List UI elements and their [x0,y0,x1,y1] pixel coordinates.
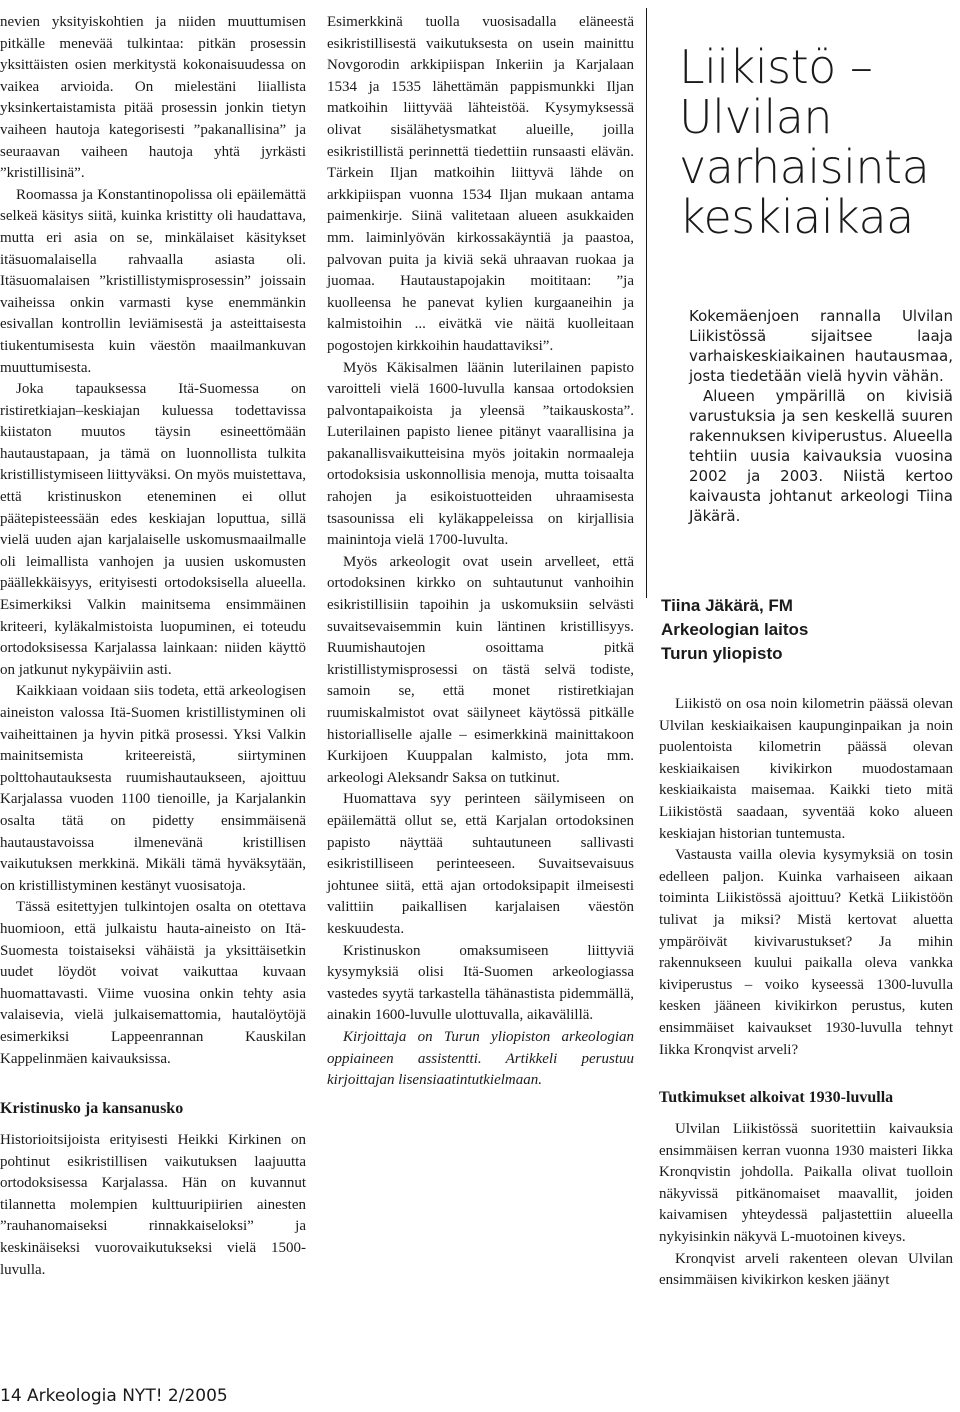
lead-paragraph: Alueen ympärillä on kivisiä varustuksia ja sen keskellä suuren rakennuksen kiviperustus. Alueella tehtiin uusia kaivauksia vuosina 2002 ja 2003. Niistä kertoo kaivausta johtanut arkeologi Tiina Jäkärä. [689,387,953,525]
paragraph: Kaikkiaan voidaan siis todeta, että arkeologisen aineiston valossa Itä-Suomen kristillistyminen oli vaiheittainen ja hyvin pitkä prosessi. Yksi Valkin mainitsemista kriteereistä, siirtyminen polttohautauksesta ruumishautaukseen, ajoittuu Karjalassa vuoden 1100 tienoille, ja Karjalankin osalta tätä on pidetty ensimmäisenä hautaustavoissa ilmenevänä kristillisen vaikutuksen merkkinä. Mikäli tämä hyväksytään, on kristillistyminen kestänyt vuosisatoja. [0,683,306,894]
body-text-left [0,12,306,1070]
author-department: Arkeologian laitos [661,620,809,639]
paragraph: Roomassa ja Konstantinopolissa oli epäilemättä selkeä käsitys siitä, kuinka kristitty oli haudattava, mutta eri asia on se, minkälaiset käsitykset itäsuomalaisella rahvaalla asiasta oli. Itäsuomalaisen ”kristillistymisprosessin” joissain vaiheissa onkin varmasti kyse enemmänkin esivallan kontrollin leviämisestä ja asteittaisesta tiukentumisesta kuin väestön maailmankuvan muuttumisesta. [0,186,306,376]
paragraph: Myös Käkisalmen läänin luterilainen papisto varoitteli vielä 1600-luvulla kansaa ortodoksien palvontapaikoista ja yleensä ”taikauskosta”. Luterilainen papisto lienee pitänyt vaarallisina ja pakanallisvaikutteisina myös joitakin normaaleja ortodoksisia uskonnollisia menoja, mutta toisaalta rahojen ja esikoistuotteiden uhraamisesta tsasounissa eli kyläkappeleissa on kirjallisia mainintoja vielä 1700-luvulta. [327,359,634,549]
page-footer: 14 Arkeologia NYT! 2/2005 [0,1386,228,1406]
article-title [679,42,953,242]
lead-paragraph: Kokemäenjoen rannalla Ulvilan Liikistössä sijaitsee laaja varhaiskeskiaikainen hautausmaa, josta tiedetään vielä hyvin vähän. [689,307,953,385]
column-middle [327,12,634,1092]
paragraph: Huomattava syy perinteen säilymiseen on epäilemättä ollut se, että Karjalan ortodoksinen papisto näyttää suhtautuneen sallivasti esikristilliseen perinteeseen. Suvaitsevaisuus johtunee siitä, että ajan ortodoksipapit ilmeisesti valittiin paikallisen karjalaisen väestön keskuudesta. [327,791,634,937]
title-line: varhaisinta [679,140,930,194]
author-block [661,594,953,666]
paragraph: Esimerkkinä tuolla vuosisadalla eläneestä esikristillisestä vaikutuksesta on usein mainittu Novgorodin arkkipiispan Inkeriin ja Karjalaan 1534 ja 1535 lähettämän pappismunkki Iljan matkoihin liittyvää lähteistöä. Kysymyksessä olivat sisälähetysmatkat alueille, joilla esikristillistä perinnettä tiedettiin runsaasti elävän. Tärkein Iljan matkoihin liittyvä lähde on arkkipiispan vuonna 1534 Iljan mukaan antama paimenkirje. Siinä valitetaan alueen asukkaiden mm. laiminlyövän kirkossakäyntiä ja paastoa, palvovan puita ja kiviä sekä uhraavan ruokaa ja juomaa. Hautaustapojakin moititaan: ”ja kuolleensa he panevat kylien kurgaaneihin ja kalmistoihin ... eivätkä vie näitä kuolleitaan pogostojen kirkkoihin haudattaviksi”. [327,14,634,354]
section-heading-kristinusko: Kristinusko ja kansanusko [0,1100,184,1118]
paragraph: Kronqvist arveli rakenteen olevan Ulvilan ensimmäisen kivikirkon kesken jäänyt [659,1250,953,1289]
author-note: Kirjoittaja on Turun yliopiston arkeologian oppiaineen assistentti. Artikkeli perustuu kirjoittajan lisensiaatintutkielmaan. [327,1028,634,1089]
paragraph: Historioitsijoista erityisesti Heikki Kirkinen on pohtinut esikristillisen vaikutuksen laajuutta ortodoksisessa Karjalassa. Hän on kuvannut tilannetta molempien kulttuuripiirien ainesten ”rauhanomaiseksi rinnakkaiseloksi” ja keskinäiseksi vuorovaikutukseksi vielä 1500-luvulla. [0,1132,306,1278]
article-lead [689,306,953,526]
paragraph: Kristinuskon omaksumiseen liittyviä kysymyksiä olisi Itä-Suomen arkeologiassa vastedes syytä tarkastella tähänastista pidemmällä, ainakin 1600-luvulle ulottuvalla, aikavälillä. [327,942,634,1024]
title-line: Ulvilan [679,90,833,144]
section-heading-tutkimukset: Tutkimukset alkoivat 1930-luvulla [659,1089,894,1107]
paragraph: Tässä esitettyjen tulkintojen osalta on otettava huomioon, että julkaistu hauta-aineisto on Itä-Suomesta toistaiseksi vähäistä ja yksittäisetkin uudet löydöt voivat vaikuttaa kuvaan huomattavasti. Viime vuosina onkin tehty asia valaisevia, vielä julkaisemattomia, hautalöytöjä esimerkiksi Lappeenrannan Kauskilan Kappelinmäen kaivauksissa. [0,899,306,1067]
body-text-left-2 [0,1130,306,1281]
paragraph: Liikistö on osa noin kilometrin päässä olevan Ulvilan keskiaikaisen kaupunginpaikan ja noin puolentoista kilometrin päässä olevan keskiaikaisen kivikirkon muodostamaan keskiaikaista maisemaa. Kaikki tieto mitä Liikistöstä saadaan, syventää koko alueen keskiajan historian tuntemusta. [659,696,953,842]
title-line: Liikistö – [679,40,873,94]
author-name: Tiina Jäkärä, FM [661,596,793,615]
author-university: Turun yliopisto [661,644,783,663]
title-line: keskiaikaa [679,190,914,244]
column-left [0,12,306,1281]
paragraph: Vastausta vailla olevia kysymyksiä on tosin edelleen paljon. Kuinka varhaiseen aikaan toiminta Liikistössä ajoittuu? Ketkä Liikistöön tulivat ja miksi? Mistä kertovat aluetta ympäröivät kivivarustukset? Ja mihin rakennukseen kuului paikalla oleva vankka kiviperustus – voiko kyseessä 1300-luvulla kesken jääneen kivikirkon perustus, kuten ensimmäiset kaivaukset 1930-luvulla tehnyt Iikka Kronqvist arveli? [659,847,953,1058]
paragraph: Ulvilan Liikistössä suoritettiin kaivauksia ensimmäisen kerran vuonna 1930 maisteri Iikka Kronqvistin johdolla. Paikalla olivat tuolloin näkyvissä pitkänomaiset maavallit, joiden kaivamisen yhteydessä paljastettiin alueella nykyisinkin näkyvä L-muotoinen kiveys. [659,1121,953,1246]
body-text-right [659,694,953,1061]
paragraph: Myös arkeologit ovat usein arvelleet, että ortodoksinen kirkko on suhtautunut vanhoihin esikristillisiin tapoihin ja uskomuksiin selvästi suvaitsevaisemmin kuin läntinen kristillisyys. Ruumishautojen osoittama pitkä kristillistymisprosessi on tästä selvä todiste, samoin se, että monet ristiretkiajan ruumiskalmistot ovat säilyneet käytössä pitkälle historialliselle ajalle – esimerkkinä mainittakoon Kurkijoen Kuuppalan kalmisto, jota mm. arkeologi Aleksandr Saksa on tutkinut. [327,553,634,786]
column-right [659,12,953,1292]
paragraph: Joka tapauksessa Itä-Suomessa on ristiretkiajan–keskiajan kuluessa todettavissa kiistaton muutos täysin esineettömään hautaustapaan, ja tämä on luonnollista tulkita kristillistymiseen liittyväksi. On myös muistettava, että kristinuskon eteneminen ei ollut päätepisteessään edes keskiajan loputtua, sillä vielä uuden ajan karjalaiselle uskomusmaailmalle oli leimallista vanhojen ja uusien uskomusten päällekkäisyys, erityisesti ortodoksisella alueella. Esimerkiksi Valkin mainitsema ensimmäinen kriteeri, kyläkalmistoista luopuminen, ei toteudu ortodoksisessa Karjalassa lainkaan: niiden käyttö on jatkunut nykypäiviin asti. [0,381,306,678]
paragraph: nevien yksityiskohtien ja niiden muuttumisen pitkälle menevää tulkintaa: pitkän prosessin yksittäisten osien merkitystä kokonaisuudessa on vaikea arvioida. On mielestäni liiallista yksinkertaistamista pitää prosessin jonkin tietyn vaiheen hautoja kategorisesti ”pakanallisina” ja seuraavan vaiheen hautoja yhtä jyrkästi ”kristillisinä”. [0,14,306,182]
body-text-middle [327,12,634,1092]
body-text-right-2 [659,1119,953,1292]
column-divider [646,8,647,598]
